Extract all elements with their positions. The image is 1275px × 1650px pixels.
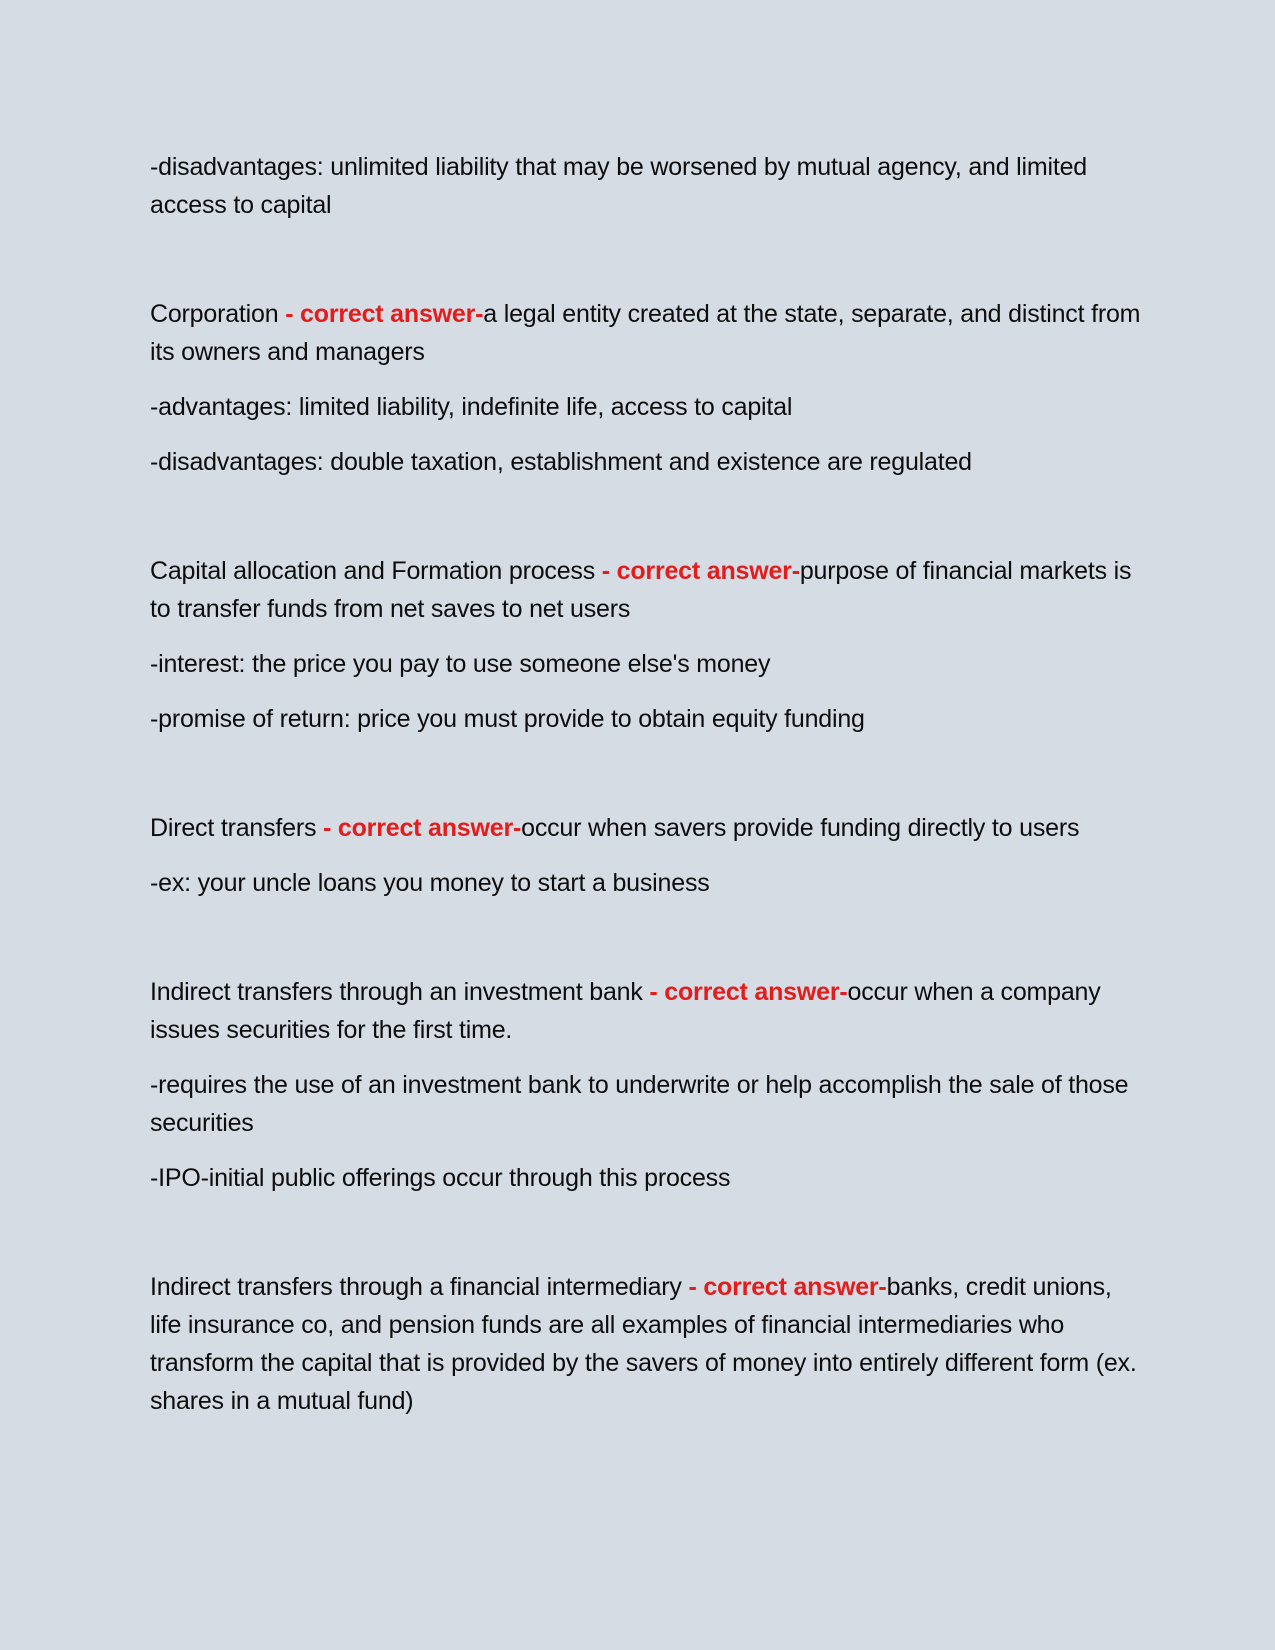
capital-promise-of-return: -promise of return: price you must provide to obtain equity funding [150,705,865,733]
corporation-disadvantages: -disadvantages: double taxation, establishment and existence are regulated [150,448,972,476]
definition: a legal entity created at the state, separate, and distinct from its owners and managers [150,300,1141,366]
definition: occur when savers provide funding directly to users [521,814,1080,842]
investment-bank-ipo: -IPO-initial public offerings occur through this process [150,1164,731,1192]
correct-answer-marker: - correct answer- [285,300,484,328]
capital-allocation-entry [150,552,1145,628]
definition: occur when a company issues securities for the first time. [150,978,1101,1044]
term: Indirect transfers through an investment bank [150,978,650,1006]
corporation-entry [150,295,1145,371]
correct-answer-marker: - correct answer- [601,557,800,585]
term: Direct transfers [150,814,324,842]
correct-answer-marker: - correct answer- [323,814,522,842]
sole-proprietorship-disadvantages: -disadvantages: unlimited liability that may be worsened by mutual agency, and limited access to capital [150,153,1088,219]
definition: banks, credit unions, life insurance co, and pension funds are all examples of financial intermediaries who transform the capital that is provided by the savers of money into entirely different form (ex. shares in a mutual fund) [150,1273,1137,1415]
definition: purpose of financial markets is to transfer funds from net saves to net users [150,557,1132,623]
corporation-advantages: -advantages: limited liability, indefinite life, access to capital [150,393,793,421]
direct-transfers-example: -ex: your uncle loans you money to start a business [150,869,710,897]
term: Corporation [150,300,286,328]
investment-bank-requires: -requires the use of an investment bank to underwrite or help accomplish the sale of those securities [150,1071,1129,1137]
financial-intermediary-entry [150,1268,1145,1420]
correct-answer-marker: - correct answer- [649,978,848,1006]
term: Indirect transfers through a financial intermediary [150,1273,689,1301]
correct-answer-marker: - correct answer- [688,1273,887,1301]
capital-interest: -interest: the price you pay to use someone else's money [150,650,771,678]
term: Capital allocation and Formation process [150,557,602,585]
direct-transfers-entry [150,809,1145,847]
investment-bank-entry [150,973,1145,1049]
